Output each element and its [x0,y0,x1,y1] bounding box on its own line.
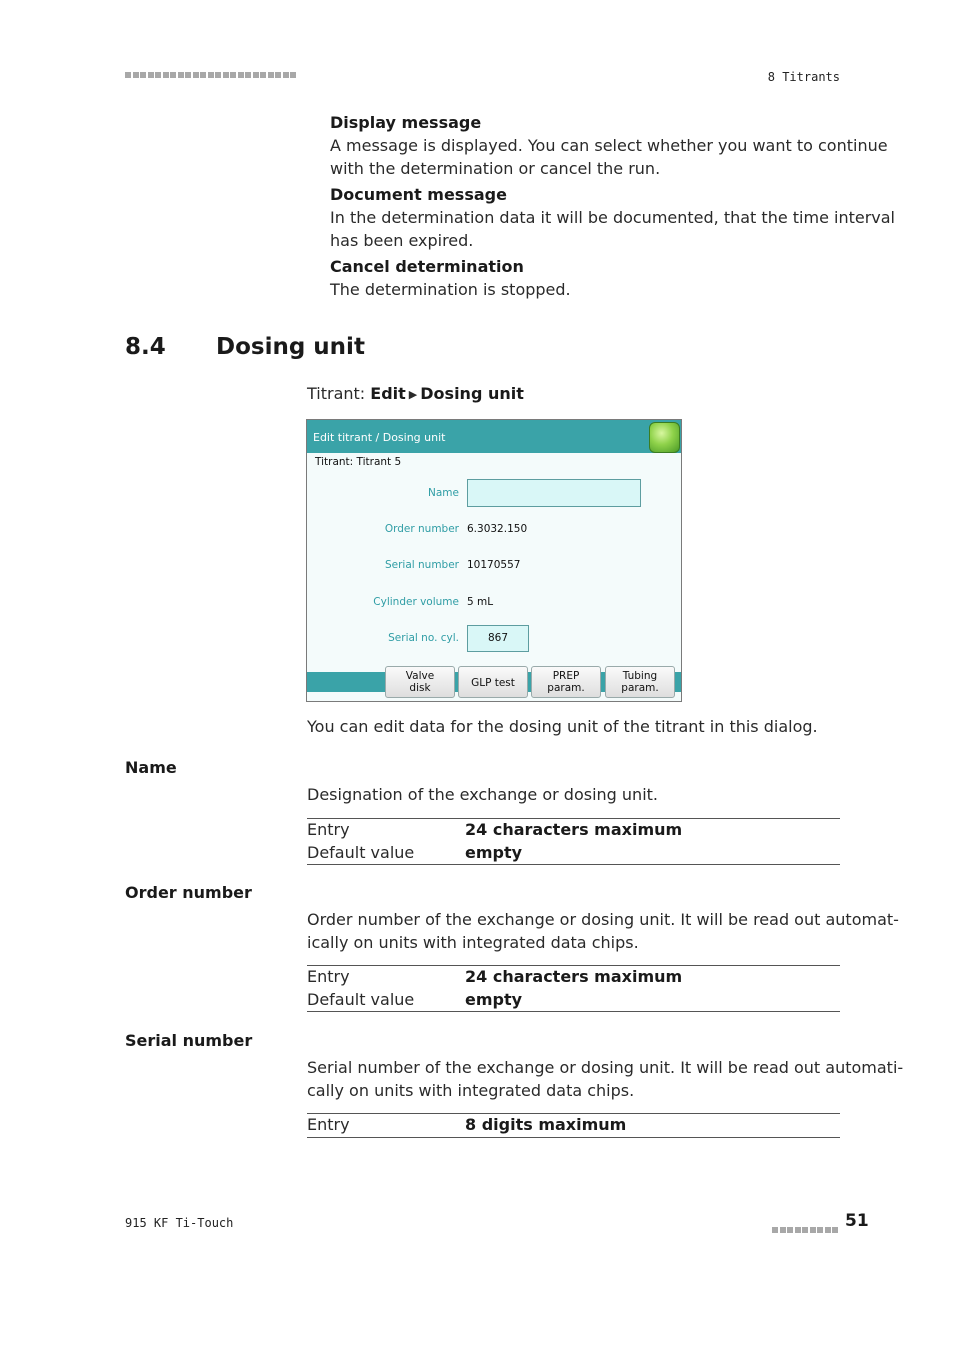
device-screen [306,419,682,702]
param-title-serial: Serial number [125,1031,253,1050]
table-value: 24 characters maximum [465,967,683,986]
menu-path [307,384,524,403]
page-number: 51 [845,1211,869,1231]
menu-path-step-dosing-unit: Dosing unit [420,384,524,403]
table-row [307,989,840,1012]
table-value: empty [465,989,523,1009]
option-term-cancel: Cancel determination [330,257,524,276]
cylinder-volume-label: Cylinder volume [373,596,459,608]
valve-disk-button[interactable] [385,666,455,698]
param-desc-serial: Serial number of the exchange or dosing unit. It will be read out automati- cally on units with integrated data chips. [307,1058,904,1100]
table-row [307,819,840,842]
prep-param-label-1: PREP [552,670,580,682]
table-key: Entry [307,820,350,839]
option-desc-display: A message is displayed. You can select whether you want to continue with the determination or cancel the run. [330,136,888,178]
section-title: Dosing unit [216,334,365,360]
option-desc-document: In the determination data it will be documented, that the time interval has been expired. [330,208,895,250]
param-title-order: Order number [125,883,252,902]
serial-cyl-input[interactable] [467,625,529,652]
screen-title: Edit titrant / Dosing unit [313,431,446,444]
option-desc-cancel: The determination is stopped. [330,280,571,299]
section-number: 8.4 [125,334,166,360]
tubing-param-label-1: Tubing [622,670,658,682]
arrow-right-icon: ▶ [408,388,418,401]
name-label: Name [428,487,459,499]
param-table-order [307,965,840,1012]
status-led-icon[interactable] [649,422,680,453]
name-input[interactable] [467,479,641,507]
prep-param-button[interactable] [531,666,601,698]
table-value: 24 characters maximum [465,820,683,839]
menu-path-step-edit: Edit [370,384,406,403]
valve-disk-label-2: disk [409,682,431,694]
prep-param-label-2: param. [547,682,585,694]
cylinder-volume-value: 5 mL [467,596,494,608]
table-row [307,842,840,865]
serial-cyl-value: 867 [487,632,509,644]
footer-product: 915 KF Ti-Touch [125,1216,234,1230]
param-table-serial [307,1113,840,1138]
param-title-name: Name [125,758,177,777]
option-term-display: Display message [330,113,482,132]
order-number-label: Order number [384,523,459,535]
valve-disk-label-1: Valve [405,670,435,682]
serial-cyl-label: Serial no. cyl. [388,632,459,644]
menu-path-prefix: Titrant: [307,384,366,403]
param-table-name [307,818,840,865]
table-row [307,966,840,989]
header-decoration [125,70,298,81]
screen-subtitle: Titrant: Titrant 5 [315,456,402,468]
table-key: Entry [307,1115,350,1134]
param-desc-name: Designation of the exchange or dosing unit. [307,785,658,804]
table-row [307,1114,840,1137]
table-key: Default value [307,842,415,862]
tubing-param-button[interactable] [605,666,675,698]
intro-text: You can edit data for the dosing unit of the titrant in this dialog. [307,717,818,736]
param-desc-order: Order number of the exchange or dosing unit. It will be read out automat- ically on units with integrated data chips. [307,910,899,952]
table-key: Default value [307,989,415,1009]
header-chapter: 8 Titrants [767,70,840,84]
serial-number-label: Serial number [384,559,459,571]
table-value: empty [465,842,523,862]
table-key: Entry [307,967,350,986]
serial-number-value: 10170557 [467,559,521,571]
option-term-document: Document message [330,185,507,204]
table-value: 8 digits maximum [465,1115,627,1134]
footer-decoration [772,1218,840,1237]
order-number-value: 6.3032.150 [467,523,528,535]
tubing-param-label-2: param. [621,682,659,694]
glp-test-button[interactable]: GLP test [458,666,528,698]
screen-title-bar [307,420,681,453]
